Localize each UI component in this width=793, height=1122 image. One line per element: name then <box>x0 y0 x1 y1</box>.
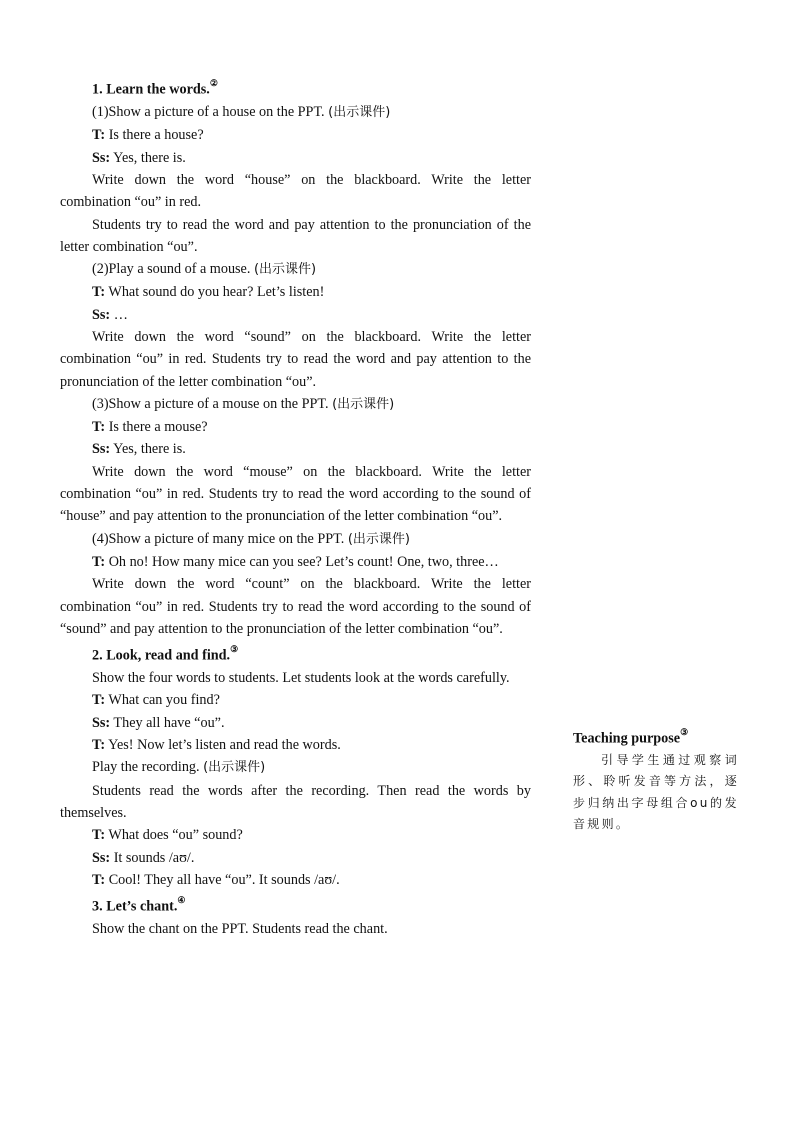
footnote-mark: ② <box>209 78 218 88</box>
speaker-label: Ss: <box>92 849 111 866</box>
step-text: (2)Play a sound of a mouse. <box>92 261 254 278</box>
dialogue-text: They all have “ou”. <box>110 714 225 731</box>
dialogue-text: Yes, there is. <box>110 149 186 166</box>
speaker-label: Ss: <box>92 714 111 731</box>
speaker-label: T: <box>92 737 106 754</box>
step-paragraph <box>60 528 531 551</box>
heading-text: 3. Let’s chant. <box>92 898 178 915</box>
dialogue-text: What does “ou” sound? <box>105 827 243 844</box>
instruction-paragraph: Students read the words after the recording. Then read the words by themselves. <box>60 782 531 821</box>
courseware-note: (出示课件) <box>253 262 317 278</box>
speaker-label: T: <box>92 419 106 436</box>
dialogue-text: Yes, there is. <box>110 441 186 458</box>
footnote-mark: ③ <box>680 727 689 737</box>
dialogue-text: Is there a house? <box>105 127 204 144</box>
dialogue-line <box>60 551 531 573</box>
step-text: (1)Show a picture of a house on the PPT. <box>92 104 329 121</box>
dialogue-line <box>60 734 531 756</box>
teaching-purpose-body: 引导学生通过观察词形、聆听发音等方法，逐步归纳出字母组合ou的发音规则。 <box>573 752 739 832</box>
instruction-paragraph: Write down the word “count” on the blackboard. Write the letter combination “ou” in red. Students try to read the word according to the sound of “sound” and pay attention to the pronunciation of the letter combination “ou”. <box>60 576 531 637</box>
heading-text: 1. Learn the words. <box>92 81 210 98</box>
section-heading-look-read-find <box>60 640 531 667</box>
dialogue-text: Oh no! How many mice can you see? Let’s count! One, two, three… <box>105 553 499 570</box>
instruction-paragraph: Write down the word “mouse” on the blackboard. Write the letter combination “ou” in red. Students try to read the word according to the sound of “house” and pay attention to the pronunciation of the letter combination “ou”. <box>60 463 531 525</box>
dialogue-line <box>60 847 531 869</box>
dialogue-line <box>60 281 531 303</box>
teaching-purpose-note <box>573 723 739 836</box>
courseware-note: (出示课件) <box>203 760 266 776</box>
step-text: Play the recording. <box>92 759 204 776</box>
footnote-mark: ④ <box>177 895 186 906</box>
courseware-note: (出示课件) <box>328 105 391 121</box>
speaker-label: Ss: <box>92 306 111 323</box>
courseware-note: (出示课件) <box>347 531 411 547</box>
dialogue-text: Cool! They all have “ou”. It sounds /aʊ/. <box>105 871 340 888</box>
step-text: (4)Show a picture of many mice on the PPT. <box>92 530 348 547</box>
speaker-label: T: <box>92 553 106 570</box>
dialogue-line <box>60 438 531 460</box>
dialogue-text: What sound do you hear? Let’s listen! <box>105 284 325 301</box>
instruction-paragraph: Write down the word “sound” on the blackboard. Write the letter combination “ou” in red. Students try to read the word and pay attention to the pronunciation of the letter combination “ou”. <box>60 329 531 390</box>
dialogue-text: … <box>110 306 128 323</box>
dialogue-line <box>60 124 531 146</box>
instruction-paragraph: Show the chant on the PPT. Students read the chant. <box>92 921 388 938</box>
speaker-label: T: <box>92 827 106 844</box>
instruction-paragraph: Show the four words to students. Let students look at the words carefully. <box>92 670 510 687</box>
teaching-purpose-title <box>573 723 739 750</box>
dialogue-text: What can you find? <box>105 692 220 709</box>
dialogue-line <box>60 416 531 438</box>
courseware-note: (出示课件) <box>332 396 395 412</box>
dialogue-line <box>60 712 531 734</box>
heading-text: 2. Look, read and find. <box>92 647 231 664</box>
section-heading-learn-words <box>60 74 531 101</box>
speaker-label: T: <box>92 127 106 144</box>
speaker-label: T: <box>92 871 106 888</box>
step-text: (3)Show a picture of a mouse on the PPT. <box>92 395 333 412</box>
footnote-mark: ③ <box>230 644 239 655</box>
section-heading-lets-chant <box>60 891 531 918</box>
step-paragraph <box>60 258 531 281</box>
speaker-label: Ss: <box>92 149 111 166</box>
dialogue-line <box>60 304 531 326</box>
dialogue-line <box>60 689 531 711</box>
dialogue-line <box>60 824 531 846</box>
title-text: Teaching purpose <box>573 730 681 747</box>
speaker-label: T: <box>92 284 106 301</box>
lesson-body <box>60 74 531 940</box>
dialogue-line <box>60 869 531 891</box>
step-paragraph <box>60 101 531 124</box>
dialogue-text: It sounds /aʊ/. <box>110 849 195 866</box>
step-paragraph <box>60 393 531 416</box>
step-paragraph <box>60 756 531 779</box>
dialogue-line <box>60 147 531 169</box>
speaker-label: Ss: <box>92 441 111 458</box>
instruction-paragraph: Students try to read the word and pay attention to the pronunciation of the letter combination “ou”. <box>60 216 531 255</box>
dialogue-text: Yes! Now let’s listen and read the words. <box>105 737 341 754</box>
speaker-label: T: <box>92 692 106 709</box>
instruction-paragraph: Write down the word “house” on the blackboard. Write the letter combination “ou” in red. <box>60 171 531 211</box>
dialogue-text: Is there a mouse? <box>105 419 208 436</box>
